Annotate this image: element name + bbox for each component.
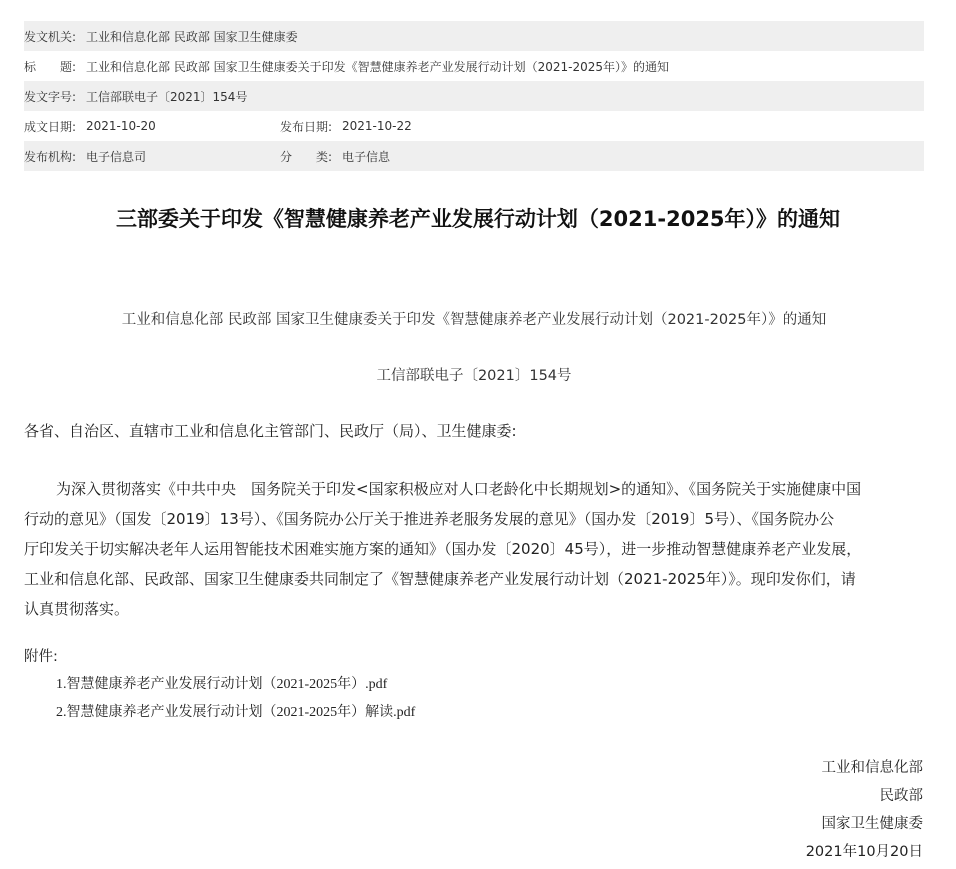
signature-org-nhc: 国家卫生健康委: [821, 816, 923, 832]
meta-row-issuing-authority: [24, 21, 924, 51]
notice-subtitle: 工业和信息化部 民政部 国家卫生健康委关于印发《智慧健康养老产业发展行动计划（2021-2025年）》的通知: [121, 312, 827, 328]
meta-label: 标 题:: [24, 59, 77, 74]
paragraph-line: 行动的意见》（国发〔2019〕13号）、《国务院办公厅关于推进养老服务发展的意见》（国办发〔2019〕5号）、《国务院办公: [24, 510, 834, 528]
paragraph-line: 厅印发关于切实解决老年人运用智能技术困难实施方案的通知》（国办发〔2020〕45号），进一步推动智慧健康养老产业发展，: [24, 540, 862, 558]
meta-value: 工业和信息化部 民政部 国家卫生健康委关于印发《智慧健康养老产业发展行动计划（2021-2025年）》的通知: [86, 59, 670, 74]
meta-label: 成文日期:: [24, 119, 77, 134]
body-paragraph: [24, 474, 924, 624]
meta-row-title: [24, 51, 924, 81]
document-metadata-table: [24, 21, 924, 171]
attachment-link-plan[interactable]: 1.智慧健康养老产业发展行动计划（2021-2025年）.pdf: [56, 677, 388, 692]
meta-value: 2021-10-20: [86, 119, 156, 133]
meta-label: 发文字号:: [24, 89, 77, 104]
attachment-link-interpretation[interactable]: 2.智慧健康养老产业发展行动计划（2021-2025年）解读.pdf: [56, 705, 416, 720]
paragraph-line: 为深入贯彻落实《中共中央 国务院关于印发<国家积极应对人口老龄化中长期规划>的通知》、《国务院关于实施健康中国: [56, 480, 862, 498]
meta-value: 电子信息: [342, 149, 391, 164]
meta-row-publisher: [24, 141, 924, 171]
attachments-label: 附件:: [24, 649, 58, 665]
salutation: 各省、自治区、直辖市工业和信息化主管部门、民政厅（局）、卫生健康委:: [24, 422, 517, 440]
paragraph-line: 工业和信息化部、民政部、国家卫生健康委共同制定了《智慧健康养老产业发展行动计划（2021-2025年）》。现印发你们，请: [24, 570, 856, 588]
meta-value: 2021-10-22: [342, 119, 412, 133]
signature-date: 2021年10月20日: [805, 844, 923, 860]
meta-row-doc-number: [24, 81, 924, 111]
document-number: 工信部联电子〔2021〕154号: [376, 368, 572, 384]
meta-label: 发布机构:: [24, 149, 77, 164]
meta-row-dates: [24, 111, 924, 141]
signature-org-mca: 民政部: [879, 788, 923, 804]
meta-value: 工信部联电子〔2021〕154号: [86, 89, 248, 104]
page-title: 三部委关于印发《智慧健康养老产业发展行动计划（2021-2025年）》的通知: [115, 207, 841, 231]
signature-org-miit: 工业和信息化部: [821, 760, 923, 776]
meta-value: 电子信息司: [86, 149, 147, 164]
meta-label: 分 类:: [280, 149, 333, 164]
paragraph-line: 认真贯彻落实。: [24, 600, 130, 618]
meta-value: 工业和信息化部 民政部 国家卫生健康委: [86, 29, 298, 44]
meta-label: 发文机关:: [24, 29, 77, 44]
meta-label: 发布日期:: [280, 119, 333, 134]
